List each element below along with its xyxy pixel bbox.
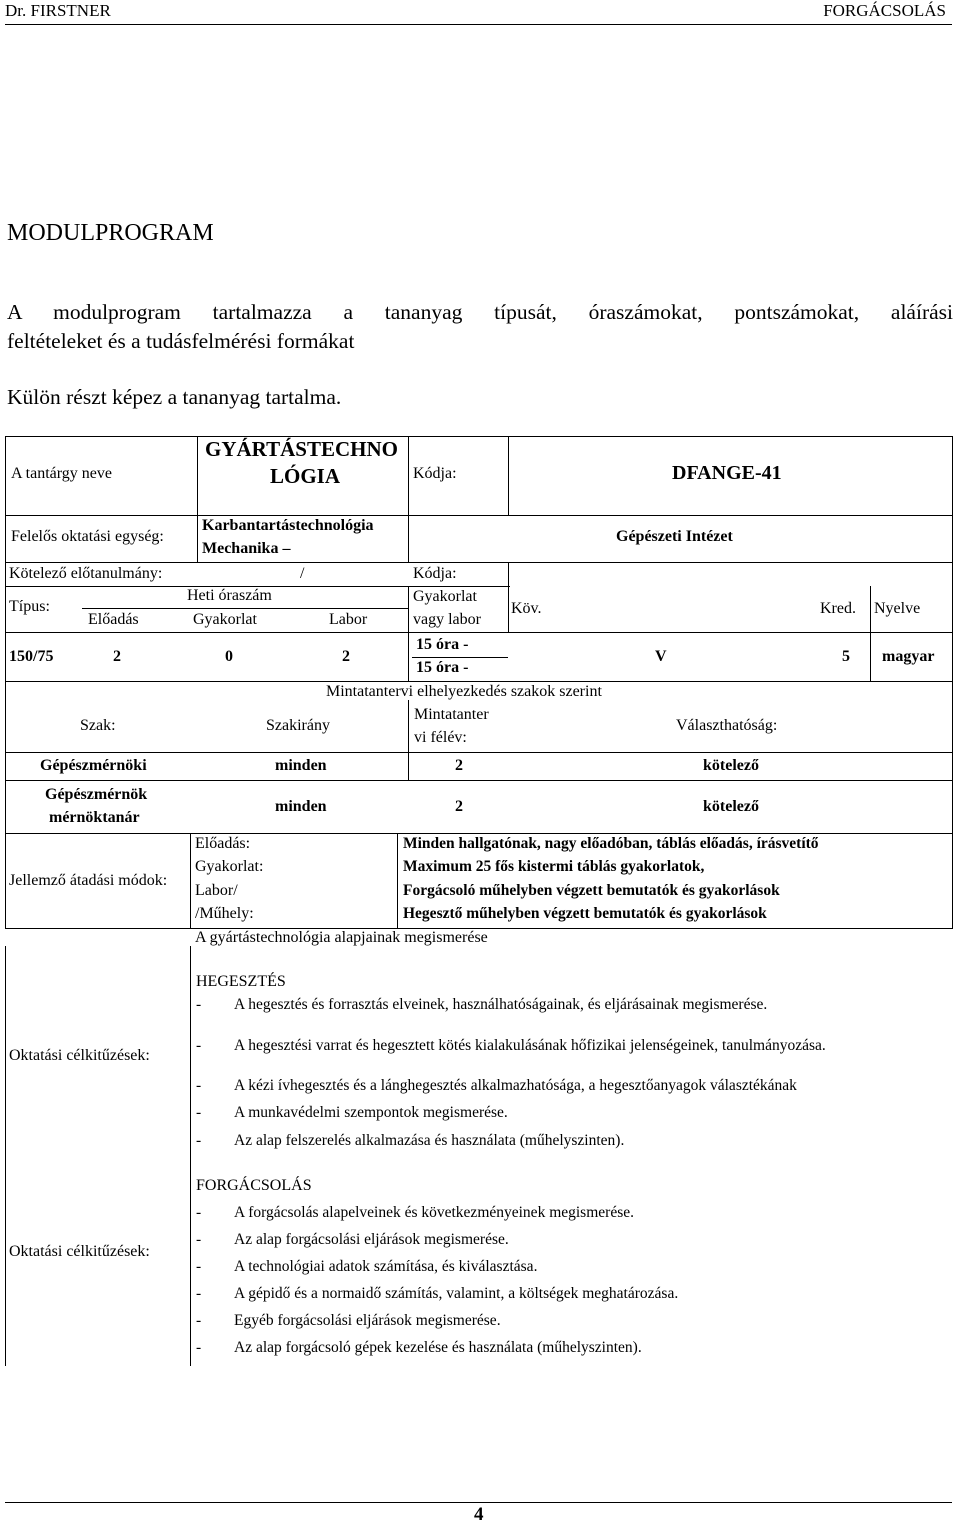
delivery-label: Jellemző átadási módok: [9,872,168,889]
page-number: 4 [474,1504,484,1525]
grid-line [952,436,953,928]
header-rule [5,24,952,25]
cutting-dash-6: - [196,1339,202,1356]
cutting-item-4: A gépidő és a normaidő számítás, valamint, a költségek meghatározása. [234,1285,679,1302]
dept-label: Felelős oktatási egység: [11,528,164,545]
cutting-heading: FORGÁCSOLÁS [196,1177,312,1194]
prereq-code-label: Kódja: [413,565,457,582]
prac-or-lab-1: Gyakorlat [413,588,477,605]
intro-line-3: Külön részt képez a tananyag tartalma. [7,385,342,409]
grid-line [508,436,509,515]
goals-label-2: Oktatási célkitűzések: [9,1243,150,1260]
delivery-lecture-value: Minden hallgatónak, nagy előadóban, táblás előadás, írásvetítő [403,835,819,852]
grid-line [5,946,6,1366]
credit-value: 5 [842,648,850,665]
welding-dash-3: - [196,1077,202,1094]
prac-or-lab-2: vagy labor [413,611,481,628]
welding-dash-5: - [196,1132,202,1149]
grid-line [82,608,408,609]
major-label: Szak: [80,717,116,734]
cutting-dash-5: - [196,1312,202,1329]
welding-dash-4: - [196,1104,202,1121]
kred-label: Kred. [820,600,856,617]
hours-15-2: 15 óra - [416,659,469,676]
delivery-lab-1: Labor/ [195,882,238,899]
row2-elective: kötelező [703,798,759,815]
footer-rule [5,1502,952,1503]
grid-line [412,657,508,658]
cutting-item-1: A forgácsolás alapelveinek és következményeinek megismerése. [234,1204,634,1221]
delivery-lab-2: /Műhely: [195,905,254,922]
subject-label: A tantárgy neve [11,465,113,482]
practice-label: Gyakorlat [193,611,257,628]
welding-heading: HEGESZTÉS [196,973,286,990]
intro-line-2: feltételeket és a tudásfelmérési formákat [7,329,355,353]
cutting-dash-3: - [196,1258,202,1275]
welding-item-3: A kézi ívhegesztés és a lánghegesztés alkalmazhatósága, a hegesztőanyagok választékának [234,1077,797,1094]
row1-major: Gépészmérnöki [40,757,147,774]
type-label: Típus: [9,598,50,615]
weekly-hours-label: Heti óraszám [187,587,272,604]
dept-name-1: Karbantartástechnológia [202,517,374,534]
hours-total: 150/75 [9,648,54,665]
row2-major-1: Gépészmérnök [45,786,148,803]
welding-item-2: A hegesztési varrat és hegesztett kötés kialakulásának hőfizikai jelenségeinek, tanulmányozása. [234,1037,826,1054]
cutting-item-5: Egyéb forgácsolási eljárások megismerése. [234,1312,501,1329]
grid-line [5,780,953,781]
grid-line [5,562,953,563]
intro-line-1: A modulprogram tartalmazza a tananyag típusát, óraszámokat, pontszámokat, aláírási [7,300,953,324]
header-author: Dr. FIRSTNER [5,1,111,20]
exam-type-value: V [655,648,667,665]
cutting-dash-2: - [196,1231,202,1248]
welding-dash-2: - [196,1037,202,1054]
subject-name-2: LÓGIA [270,464,341,488]
header-subject: FORGÁCSOLÁS [823,1,946,20]
delivery-lab-value-2: Hegesztő műhelyben végzett bemutatók és gyakorlások [403,905,767,922]
code-label: Kódja: [413,465,457,482]
institute: Gépészeti Intézet [616,528,733,545]
grid-line [5,833,953,834]
row2-spec: minden [275,798,327,815]
language-label: Nyelve [874,600,921,617]
row1-elective: kötelező [703,757,759,774]
cutting-item-6: Az alap forgácsoló gépek kezelése és használata (műhelyszinten). [234,1339,642,1356]
grid-line [5,752,953,753]
grid-line [197,436,198,562]
hours-practice: 0 [225,648,233,665]
kov-label: Köv. [511,600,542,617]
dept-name-2: Mechanika – [202,540,291,557]
semester-label-2: vi félév: [414,729,467,746]
grid-line [190,833,191,928]
grid-line [508,562,509,632]
row2-semester: 2 [455,798,463,815]
welding-item-4: A munkavédelmi szempontok megismerése. [234,1104,508,1121]
delivery-practice: Gyakorlat: [195,858,264,875]
grid-line [5,681,953,682]
specialization-label: Szakirány [266,717,330,734]
row1-spec: minden [275,757,327,774]
delivery-practice-value: Maximum 25 fős kistermi táblás gyakorlatok, [403,858,705,875]
hours-15-1: 15 óra - [416,636,469,653]
delivery-lecture: Előadás: [195,835,251,852]
grid-line [5,436,6,928]
grid-line [408,436,409,562]
grid-line [870,586,871,681]
goals-label-1: Oktatási célkitűzések: [9,1047,150,1064]
lab-label: Labor [329,611,368,628]
semester-label-1: Mintatanter [414,706,489,723]
goal-intro: A gyártástechnológia alapjainak megismerése [195,929,488,946]
prereq-label: Kötelező előtanulmány: [9,565,163,582]
row2-major-2: mérnöktanár [49,809,140,826]
prereq-value: / [300,565,305,582]
row1-semester: 2 [455,757,463,774]
hours-lecture: 2 [113,648,121,665]
lecture-label: Előadás [88,611,139,628]
elective-label: Választhatóság: [676,717,778,734]
hours-lab: 2 [342,648,350,665]
delivery-lab-value-1: Forgácsoló műhelyben végzett bemutatók és gyakorlások [403,882,780,899]
welding-item-1: A hegesztés és forrasztás elveinek, használhatóságainak, és eljárásainak megismerése. [234,996,768,1013]
welding-item-5: Az alap felszerelés alkalmazása és használata (műhelyszinten). [234,1132,625,1149]
grid-line [190,946,191,1366]
cutting-dash-4: - [196,1285,202,1302]
cutting-item-3: A technológiai adatok számítása, és kiválasztása. [234,1258,538,1275]
curriculum-title: Mintatantervi elhelyezkedés szakok szerint [326,683,602,700]
language-value: magyar [882,648,935,665]
grid-line [5,632,953,633]
grid-line [397,833,398,928]
grid-line [5,436,953,437]
grid-line [408,586,409,681]
grid-line [408,700,409,780]
page-title: MODULPROGRAM [7,220,214,246]
cutting-item-2: Az alap forgácsolási eljárások megismerése. [234,1231,509,1248]
cutting-dash-1: - [196,1204,202,1221]
welding-dash-1: - [196,996,202,1013]
subject-name-1: GYÁRTÁSTECHNO [205,437,398,461]
grid-line [5,515,953,516]
code-value: DFANGE-41 [672,462,782,484]
